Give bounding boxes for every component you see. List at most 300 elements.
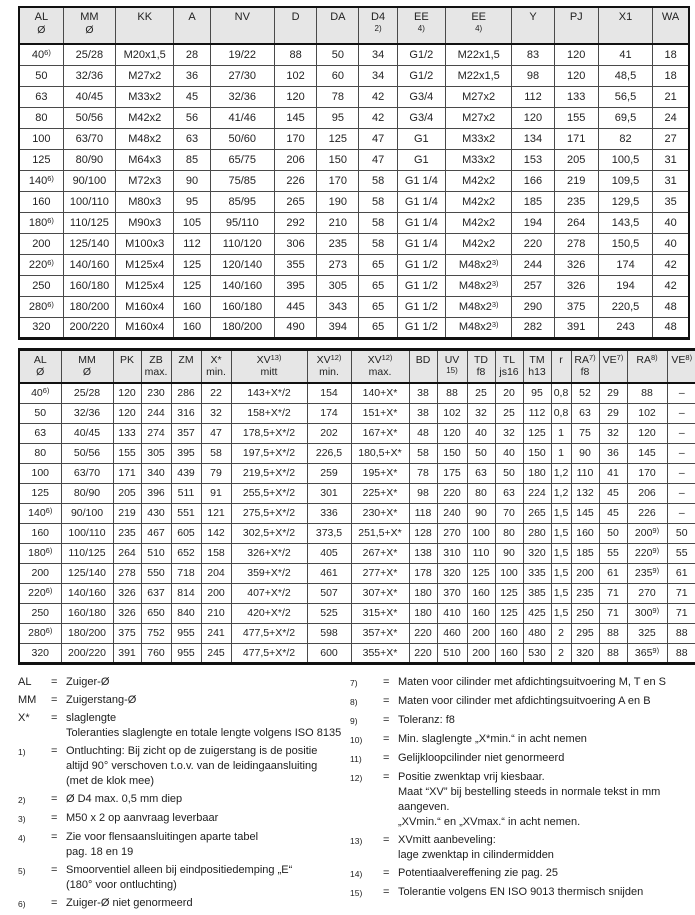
header-row <box>19 349 695 383</box>
table-cell: 90 <box>571 443 599 463</box>
table-cell: 264 <box>113 543 141 563</box>
table-cell: 125 <box>19 483 61 503</box>
table-cell: 55 <box>667 543 695 563</box>
table-cell: 244 <box>512 254 554 275</box>
column-header: BD <box>409 349 437 383</box>
footnote-item <box>350 694 690 710</box>
footnote-line: (met de klok mee) <box>66 774 155 787</box>
footnote-text <box>398 770 690 830</box>
footnote-text <box>398 675 690 690</box>
table-cell: – <box>667 463 695 483</box>
footnote-item <box>18 811 350 827</box>
table-cell: 180,5+X* <box>351 443 409 463</box>
table-cell: 220$^{9)}$ <box>627 543 667 563</box>
table-cell: 58 <box>359 233 397 254</box>
table-cell: 34 <box>359 65 397 86</box>
footnote-label: 2) <box>18 794 26 805</box>
table-cell: 286 <box>171 383 201 403</box>
table-cell: 235 <box>317 233 359 254</box>
table-cell: 230 <box>141 383 171 403</box>
table-cell: – <box>667 503 695 523</box>
table-cell: 250 <box>19 603 61 623</box>
footnote-text <box>398 866 690 881</box>
table-cell: 63 <box>19 86 63 107</box>
table-cell: 160 <box>174 296 210 317</box>
column-header: KK <box>116 7 174 44</box>
table-cell: 41/46 <box>210 107 274 128</box>
footnote-equals: = <box>383 675 390 688</box>
table-cell: 270 <box>437 523 467 543</box>
table-cell: 439 <box>171 463 201 483</box>
table-cell: 151+X* <box>351 403 409 423</box>
table-cell: 29 <box>599 403 627 423</box>
footnote-line: Zuigerstang-Ø <box>66 693 137 706</box>
table-cell: 302,5+X*/2 <box>231 523 307 543</box>
table-cell: 47 <box>359 149 397 170</box>
table-cell: 102 <box>274 65 316 86</box>
table-cell: 316 <box>171 403 201 423</box>
table-cell: 244 <box>141 403 171 423</box>
table-cell: 477,5+X*/2 <box>231 643 307 663</box>
footnote-text <box>66 863 350 893</box>
table-cell: 2 <box>551 643 571 663</box>
table-cell: 195+X* <box>351 463 409 483</box>
footnote-equals: = <box>383 770 390 783</box>
table-cell: 375 <box>113 623 141 643</box>
table-cell: 467 <box>141 523 171 543</box>
footnote-equals: = <box>383 751 390 764</box>
table-cell: 71 <box>599 583 627 603</box>
table-cell: 80 <box>467 483 495 503</box>
footnote-label: 14) <box>350 868 363 879</box>
table-cell: 530 <box>523 643 551 663</box>
footnote-label: MM <box>18 693 37 706</box>
table-cell: 143,5 <box>598 212 652 233</box>
footnote-text <box>66 830 350 860</box>
table-row <box>19 403 695 423</box>
table-cell: 170 <box>627 463 667 483</box>
table-cell: M48x2$^{3)}$ <box>445 296 511 317</box>
table-cell: 955 <box>171 623 201 643</box>
table-row <box>19 254 689 275</box>
table-cell: 1,5 <box>551 543 571 563</box>
table-cell: 507 <box>307 583 351 603</box>
table-row <box>19 44 689 65</box>
table-cell: 395 <box>171 443 201 463</box>
table-cell: 180/200 <box>210 317 274 338</box>
footnote-text <box>398 751 690 766</box>
footnote-equals: = <box>383 885 390 898</box>
table-cell: 250 <box>19 275 63 296</box>
table-cell: 245 <box>201 643 231 663</box>
table-cell: M27x2 <box>445 107 511 128</box>
table-row <box>19 383 695 403</box>
table-cell: M48x2 <box>116 128 174 149</box>
table-cell: M160x4 <box>116 296 174 317</box>
table-cell: 220 <box>437 483 467 503</box>
table-cell: G1 <box>397 149 445 170</box>
table-cell: 840 <box>171 603 201 623</box>
footnote-label: 12) <box>350 772 363 783</box>
table-cell: 38 <box>409 383 437 403</box>
table-cell: G1 1/2 <box>397 317 445 338</box>
table-cell: 1,2 <box>551 483 571 503</box>
table-cell: 180$^{6)}$ <box>19 543 61 563</box>
table-cell: 160 <box>495 643 523 663</box>
table-cell: 95 <box>174 191 210 212</box>
table-cell: 110 <box>571 463 599 483</box>
footnote-line: Ontluchting: Bij zicht op de zuigerstang is de positie <box>66 744 318 757</box>
table-cell: 34 <box>359 44 397 65</box>
table-cell: 336 <box>307 503 351 523</box>
column-header: r <box>551 349 571 383</box>
table-cell: 270 <box>627 583 667 603</box>
table-cell: 259 <box>307 463 351 483</box>
table-cell: 35 <box>653 191 689 212</box>
footnote-item <box>18 830 350 860</box>
footnote-text <box>66 811 350 826</box>
table-cell: 226 <box>627 503 667 523</box>
table-cell: 230+X* <box>351 503 409 523</box>
table-cell: 280$^{6)}$ <box>19 296 63 317</box>
table-row <box>19 563 695 583</box>
table-cell: 460 <box>437 623 467 643</box>
table-cell: 158+X*/2 <box>231 403 307 423</box>
table-cell: 138 <box>409 543 437 563</box>
table-cell: 140$^{6)}$ <box>19 170 63 191</box>
table-cell: M27x2 <box>445 86 511 107</box>
cylinder-dimensions-table-lower <box>18 348 695 665</box>
table-cell: 220$^{6)}$ <box>19 254 63 275</box>
table-cell: 200 <box>201 583 231 603</box>
table-row <box>19 443 695 463</box>
table-cell: 125 <box>523 423 551 443</box>
table-cell: 206 <box>274 149 316 170</box>
table-cell: 320 <box>19 643 61 663</box>
table-cell: G3/4 <box>397 86 445 107</box>
table-cell: 200 <box>467 643 495 663</box>
table-cell: 110/125 <box>61 543 113 563</box>
table-cell: 326 <box>113 583 141 603</box>
footnote-equals: = <box>383 732 390 745</box>
table-cell: 79 <box>201 463 231 483</box>
column-header: MM Ø <box>63 7 115 44</box>
table-row <box>19 543 695 563</box>
table-cell: 48,5 <box>598 65 652 86</box>
table-cell: 278 <box>554 233 598 254</box>
footnote-label: X* <box>18 711 30 724</box>
footnote-line: Maten voor cilinder met afdichtingsuitvoering M, T en S <box>398 675 667 688</box>
footnote-line: Zuiger-Ø niet genormeerd <box>66 896 193 909</box>
table-cell: 40 <box>495 443 523 463</box>
table-cell: 98 <box>512 65 554 86</box>
table-cell: 160/180 <box>63 275 115 296</box>
table-cell: 80 <box>495 523 523 543</box>
footnote-line: Toleranties slaglengte en totale lengte volgens ISO 8135 <box>66 726 342 739</box>
table-cell: 142 <box>201 523 231 543</box>
table-cell: 120 <box>113 383 141 403</box>
table-cell: 373,5 <box>307 523 351 543</box>
footnotes-left-column <box>18 675 350 915</box>
table-cell: 21 <box>653 86 689 107</box>
table-cell: 652 <box>171 543 201 563</box>
table-cell: G3/4 <box>397 107 445 128</box>
table-cell: 357 <box>171 423 201 443</box>
table-cell: 200/220 <box>63 317 115 338</box>
table-cell: 359+X*/2 <box>231 563 307 583</box>
table-cell: 56 <box>174 107 210 128</box>
table-cell: 65 <box>359 317 397 338</box>
footnote-label: 3) <box>18 813 26 824</box>
table-cell: 71 <box>599 603 627 623</box>
column-header: MM Ø <box>61 349 113 383</box>
footnote-line: lage zwenktap in cilindermidden <box>398 848 554 861</box>
table-cell: 461 <box>307 563 351 583</box>
table-cell: 80 <box>19 443 61 463</box>
table-cell: 82 <box>598 128 652 149</box>
table-cell: 125 <box>174 275 210 296</box>
table-cell: 273 <box>317 254 359 275</box>
table-cell: 50/56 <box>61 443 113 463</box>
table-cell: 355+X* <box>351 643 409 663</box>
table-cell: 118 <box>409 503 437 523</box>
table-cell: 174 <box>598 254 652 275</box>
table-cell: 265 <box>523 503 551 523</box>
table-cell: 25 <box>467 383 495 403</box>
table-row <box>19 86 689 107</box>
table-cell: 1,2 <box>551 463 571 483</box>
table-cell: 206 <box>627 483 667 503</box>
table-cell: 265 <box>274 191 316 212</box>
table-cell: 220 <box>409 623 437 643</box>
footnote-text <box>398 833 690 863</box>
table-cell: 150 <box>523 443 551 463</box>
table-cell: G1 1/4 <box>397 212 445 233</box>
table-cell: 36 <box>174 65 210 86</box>
column-header: VE$^{7)}$ <box>599 349 627 383</box>
footnote-line: pag. 18 en 19 <box>66 845 134 858</box>
footnote-equals: = <box>383 713 390 726</box>
table-cell: 180 <box>409 583 437 603</box>
column-header: XV$^{12)}$ max. <box>351 349 409 383</box>
table-cell: 394 <box>317 317 359 338</box>
table-cell: 50 <box>467 443 495 463</box>
table-cell: 125 <box>495 583 523 603</box>
footnote-item <box>18 711 350 741</box>
footnote-label: 4) <box>18 832 26 843</box>
table-cell: 134 <box>512 128 554 149</box>
table-row <box>19 583 695 603</box>
table-cell: 83 <box>512 44 554 65</box>
footnote-equals: = <box>51 863 58 876</box>
footnote-text <box>66 693 350 708</box>
table-cell: 180$^{6)}$ <box>19 212 63 233</box>
table-cell: 120 <box>437 423 467 443</box>
table-cell: 150,5 <box>598 233 652 254</box>
table-cell: 301 <box>307 483 351 503</box>
table-cell: M22x1,5 <box>445 44 511 65</box>
footnote-equals: = <box>51 693 58 706</box>
table-cell: 140/160 <box>61 583 113 603</box>
table-cell: 305 <box>317 275 359 296</box>
table-cell: 292 <box>274 212 316 233</box>
table-cell: 121 <box>201 503 231 523</box>
table-cell: 243 <box>598 317 652 338</box>
footnote-item <box>18 693 350 708</box>
table-cell: 45 <box>599 503 627 523</box>
column-header: ZB max. <box>141 349 171 383</box>
table-row <box>19 275 689 296</box>
table-cell: M48x2$^{3)}$ <box>445 317 511 338</box>
table-cell: 50 <box>495 463 523 483</box>
column-header: Y <box>512 7 554 44</box>
footnote-equals: = <box>383 866 390 879</box>
table-cell: 200 <box>467 623 495 643</box>
table-cell: 41 <box>599 463 627 483</box>
table-row <box>19 128 689 149</box>
table-cell: 29 <box>599 383 627 403</box>
footnote-item <box>350 713 690 729</box>
table-cell: 178 <box>409 563 437 583</box>
footnote-label: 1) <box>18 746 26 757</box>
column-header: D4 2) <box>359 7 397 44</box>
table-cell: G1 1/4 <box>397 233 445 254</box>
table-cell: G1 1/4 <box>397 191 445 212</box>
table-cell: 65 <box>359 275 397 296</box>
table-cell: 69,5 <box>598 107 652 128</box>
table-cell: 171 <box>113 463 141 483</box>
footnote-item <box>18 896 350 912</box>
table-cell: 58 <box>359 212 397 233</box>
table-cell: 19/22 <box>210 44 274 65</box>
table-cell: 477,5+X*/2 <box>231 623 307 643</box>
table-cell: 490 <box>274 317 316 338</box>
table-cell: M27x2 <box>116 65 174 86</box>
table-cell: 63/70 <box>63 128 115 149</box>
column-header: UV 15) <box>437 349 467 383</box>
table-cell: 320 <box>571 643 599 663</box>
footnote-text <box>66 675 350 690</box>
table-cell: 219 <box>113 503 141 523</box>
table-cell: 180/200 <box>61 623 113 643</box>
table-cell: 88 <box>599 643 627 663</box>
table-cell: 125 <box>174 254 210 275</box>
table-cell: 637 <box>141 583 171 603</box>
column-header: PJ <box>554 7 598 44</box>
table-row <box>19 65 689 86</box>
footnote-label: 6) <box>18 898 26 909</box>
table-cell: 61 <box>667 563 695 583</box>
table-cell: 71 <box>667 583 695 603</box>
table-cell: 605 <box>171 523 201 543</box>
table-cell: 90/100 <box>61 503 113 523</box>
table-cell: 277+X* <box>351 563 409 583</box>
table-cell: M42x2 <box>445 212 511 233</box>
table-cell: 395 <box>274 275 316 296</box>
table-cell: 154 <box>307 383 351 403</box>
column-header: X1 <box>598 7 652 44</box>
table-row <box>19 503 695 523</box>
table-cell: 267+X* <box>351 543 409 563</box>
table-cell: 88 <box>437 383 467 403</box>
table-cell: M80x3 <box>116 191 174 212</box>
table-cell: 78 <box>409 463 437 483</box>
footnote-line: Positie zwenktap vrij kiesbaar. <box>398 770 545 783</box>
table-cell: 650 <box>141 603 171 623</box>
table-cell: 42 <box>653 275 689 296</box>
table-cell: 42 <box>359 107 397 128</box>
column-header: NV <box>210 7 274 44</box>
footnote-label: AL <box>18 675 32 688</box>
table-cell: M33x2 <box>116 86 174 107</box>
footnote-equals: = <box>51 811 58 824</box>
table-cell: 95 <box>317 107 359 128</box>
table-cell: 58 <box>409 443 437 463</box>
table-cell: 65 <box>359 296 397 317</box>
table-cell: 220,5 <box>598 296 652 317</box>
table-row <box>19 623 695 643</box>
column-header: VE$^{8)}$ <box>667 349 695 383</box>
table-cell: 91 <box>201 483 231 503</box>
table-cell: M160x4 <box>116 317 174 338</box>
table-cell: 88 <box>599 623 627 643</box>
column-header: AL Ø <box>19 349 61 383</box>
table-row <box>19 212 689 233</box>
table-cell: 140/160 <box>63 254 115 275</box>
table-cell: 760 <box>141 643 171 663</box>
table-cell: 55 <box>599 543 627 563</box>
table-cell: 25/28 <box>61 383 113 403</box>
table-cell: 178,5+X*/2 <box>231 423 307 443</box>
table-cell: 510 <box>141 543 171 563</box>
column-header: A <box>174 7 210 44</box>
table-cell: 20 <box>495 383 523 403</box>
table-cell: 290 <box>512 296 554 317</box>
footnote-line: Zuiger-Ø <box>66 675 110 688</box>
table-cell: 194 <box>598 275 652 296</box>
footnote-label: 5) <box>18 865 26 876</box>
table-cell: 158 <box>201 543 231 563</box>
footnote-line: Gelijkloopcilinder niet genormeerd <box>398 751 565 764</box>
table-cell: 1,5 <box>551 603 571 623</box>
table-cell: 219,5+X*/2 <box>231 463 307 483</box>
table-cell: 326 <box>554 275 598 296</box>
table-cell: 42 <box>359 86 397 107</box>
table-cell: 120 <box>554 65 598 86</box>
table-cell: 175 <box>437 463 467 483</box>
table-cell: 160 <box>467 583 495 603</box>
table-cell: 128 <box>409 523 437 543</box>
table-cell: 75/85 <box>210 170 274 191</box>
table-cell: 2 <box>551 623 571 643</box>
table-cell: 110/125 <box>63 212 115 233</box>
table-cell: 110/120 <box>210 233 274 254</box>
table-cell: 224 <box>523 483 551 503</box>
column-header: RA$^{7)}$ f8 <box>571 349 599 383</box>
table-cell: 50 <box>19 65 63 86</box>
column-header: X* min. <box>201 349 231 383</box>
table-cell: 32/36 <box>61 403 113 423</box>
table-cell: – <box>667 443 695 463</box>
table-cell: 52 <box>571 383 599 403</box>
table-cell: 28 <box>174 44 210 65</box>
footnote-text <box>398 713 690 728</box>
footnote-item <box>350 833 690 863</box>
table-cell: 160/180 <box>210 296 274 317</box>
table-cell: 320 <box>523 543 551 563</box>
column-header: XV$^{12)}$ min. <box>307 349 351 383</box>
footnote-item <box>18 744 350 789</box>
